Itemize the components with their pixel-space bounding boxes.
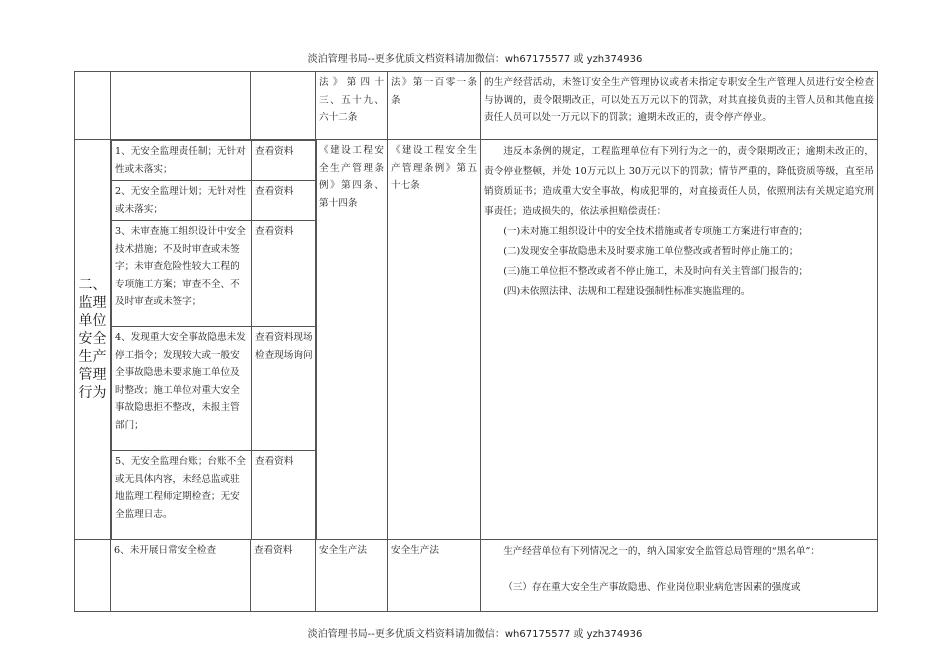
list-item [112,327,317,451]
penalty-basis-cell: 安全生产法 [388,539,481,611]
list-item [112,141,317,181]
item-method: 查看资料现场检查现场询问 [252,327,317,451]
item-method: 查看资料 [252,221,317,327]
item-method: 查看资料 [252,181,317,221]
basis-cell: 《建设工程安全生产管理条例》第四条、第十四条 [316,140,388,540]
item-content: 3、未审查施工组织设计中安全技术措施；不及时审查或未签字；未审查危险性较大工程的专项施工方案；审查不全、不及时审查或未签字； [112,221,252,327]
table-row [75,72,878,140]
category-cell: 二、监理单位安全生产管理行为 [75,140,111,540]
penalty-intro: 生产经营单位有下列情况之一的，纳入国家安全监管总局管理的“黑名单”： [503,545,820,557]
list-item [112,451,317,539]
inspection-items-table [111,140,317,539]
table-row [75,539,878,611]
page-footer: 淡泊管理书局--更多优质文档资料请加微信：wh67175577 或 yzh374936 [307,629,643,640]
penalty-intro: 违反本条例的规定，工程监理单位有下列行为之一的，责令限期改正；逾期未改正的，责令停业整顿，并处 10万元以上 30万元以下的罚款；情节严重的，降低资质等级，直至吊销资质证书；造成重大安全事故，构成犯罪的，对直接责任人员，依照刑法有关规定追究刑事责任；造成损失的，依法承担赔偿责任： [484,146,874,217]
list-item [112,181,317,221]
penalty-basis-cell: 《建设工程安全生产管理条例》第五十七条 [388,140,481,540]
penalty-item: （三）存在重大安全生产事故隐患、作业岗位职业病危害因素的强度或 [503,581,801,593]
basis-cell: 法》第四十三、五十九、六十二条 [316,72,388,140]
table-row [75,140,878,540]
penalty-item: (四)未依照法律、法规和工程建设强制性标准实施监理的。 [503,286,751,297]
item-method: 查看资料 [251,539,316,611]
penalty-cell: 的生产经营活动，未签订安全生产管理协议或者未指定专职安全生产管理人员进行安全检查 与协调的，责令限期改正，可以处五万元以下的罚款，对其直接负责的主管人员和其他直接 责任人员可以处一万元以下的罚款；逾期未改正的，责令停产停业。 [481,72,878,140]
page-header: 淡泊管理书局--更多优质文档资料请加微信：wh67175577 或 yzh374936 [307,54,643,65]
item-content: 2、无安全监理计划；无针对性或未落实； [112,181,252,221]
penalty-item: (一)未对施工组织设计中的安全技术措施或者专项施工方案进行审查的； [503,226,809,237]
inspection-items [111,140,316,540]
item-method: 查看资料 [252,451,317,539]
basis-cell: 安全生产法 [316,539,388,611]
penalty-cell [481,539,878,611]
regulation-table [74,71,878,612]
item-content: 4、发现重大安全事故隐患未发停工指令；发现较大或一般安全事故隐患未要求施工单位及时整改；施工单位对重大安全事故隐患拒不整改，未报主管部门； [112,327,252,451]
item-method: 查看资料 [252,141,317,181]
penalty-basis-cell: 法》第一百零一条条 [388,72,481,140]
item-content: 1、无安全监理责任制；无针对性或未落实； [112,141,252,181]
item-content: 6、未开展日常安全检查 [111,539,251,611]
penalty-item: (二)发现安全事故隐患未及时要求施工单位整改或者暂时停止施工的； [503,246,799,257]
item-content: 5、无安全监理台账；台账不全或无具体内容，未经总监或驻地监理工程师定期检查；无安全监理日志。 [112,451,252,539]
penalty-cell [481,140,878,540]
penalty-item: (三)施工单位拒不整改或者不停止施工，未及时向有关主管部门报告的； [503,266,809,277]
list-item [112,221,317,327]
